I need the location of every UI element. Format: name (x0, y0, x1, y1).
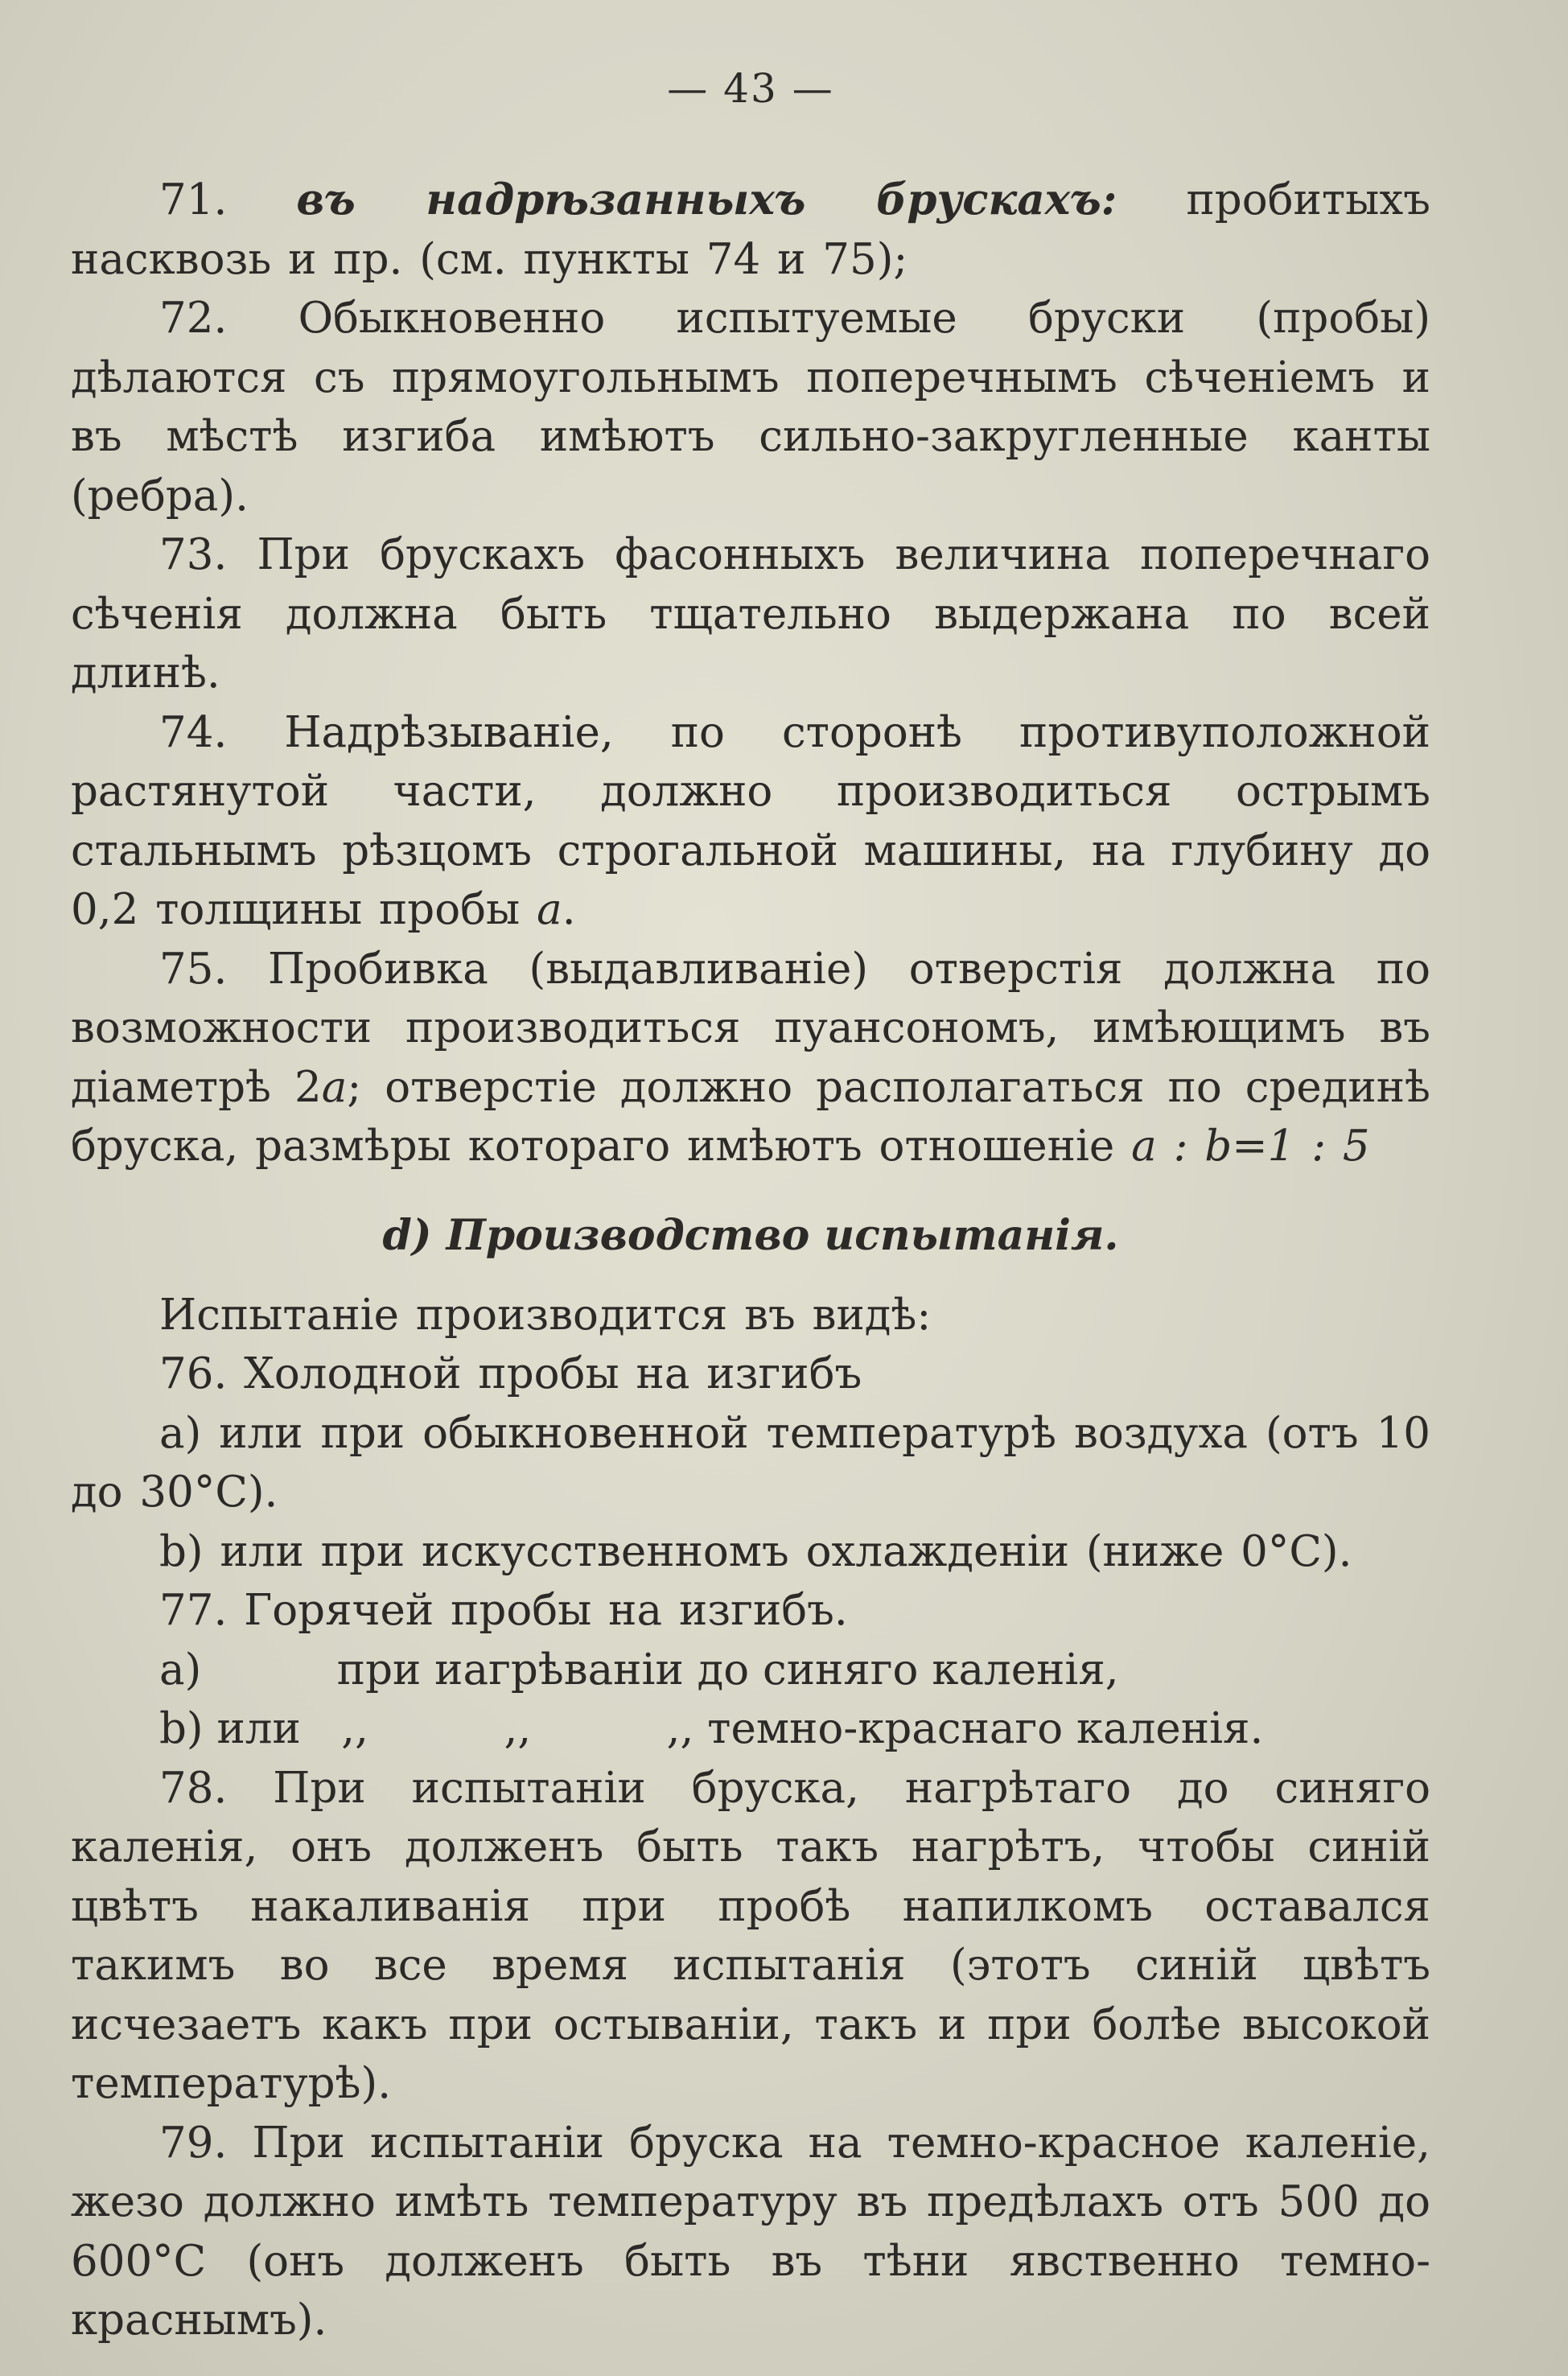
paragraph-76 (71, 1344, 1430, 1404)
item-number: 78. (159, 1763, 228, 1813)
subitem-77b: b) или ,, ,, ,, темно-краснаго каленія. (159, 1704, 1264, 1753)
section-heading: d) Производство испытанія. (382, 1210, 1119, 1260)
item-number: 71. (159, 175, 228, 224)
paragraph-text: При испытаніи бруска, нагрѣтаго до синяго каленія, онъ долженъ быть такъ нагрѣтъ, чтобы синій цвѣтъ накаливанія при пробѣ напилкомъ оставался такимъ во все время испытанія (этотъ синій цвѣтъ исчезаетъ какъ при остываніи, такъ и при болѣе высокой температурѣ). (71, 1763, 1430, 2108)
item-number: 75. (159, 944, 228, 994)
paragraph-77 (71, 1581, 1430, 1641)
italic-variable: a (537, 885, 562, 934)
paragraph-73 (71, 525, 1430, 703)
paragraph-text: Холодной пробы на изгибъ (227, 1349, 862, 1398)
subitem-77a: a) при иагрѣваніи до синяго каленія, (159, 1645, 1119, 1694)
paragraph-text: Обыкновенно испытуемые бруски (пробы) дѣлаются съ прямоугольнымъ поперечнымъ сѣченіемъ и въ мѣстѣ изгиба имѣютъ сильно-закругленные канты (ребра). (71, 294, 1430, 521)
page-number: — 43 — (667, 65, 834, 112)
paragraph-78 (71, 1759, 1430, 2114)
paragraph-75 (71, 940, 1430, 1176)
paragraph-text: При испытаніи бруска на темно-красное каленіе, жезо должно имѣть температуру въ предѣлахъ отъ 500 до 600°С (онъ долженъ быть въ тѣни явственно темно-краснымъ). (71, 2118, 1430, 2345)
italic-variable: a (321, 1062, 348, 1112)
subitem-76b: b) или при искусственномъ охлажденіи (ниже 0°С). (159, 1526, 1352, 1576)
paragraph-72 (71, 289, 1430, 525)
item-number: 76. (159, 1349, 228, 1398)
paragraph-text: Горячей пробы на изгибъ. (227, 1586, 848, 1635)
paragraph-74 (71, 703, 1430, 940)
item-number: 74. (159, 707, 228, 757)
item-number: 72. (159, 294, 228, 343)
paragraph-text-2: ; отверстіе должно располагаться по срединѣ бруска, размѣры котораго имѣютъ отношеніе (71, 1062, 1430, 1171)
book-page (71, 64, 1430, 2345)
paragraph-text: Пробивка (выдавливаніе) отверстія должна по возможности производиться пуансономъ, имѣющимъ въ діаметрѣ 2 (71, 944, 1430, 1112)
paragraph-lead: въ надрѣзанныхъ брускахъ: (296, 175, 1117, 224)
paragraph-text: пробитыхъ насквозь и пр. (см. пункты 74 и 75); (71, 175, 1430, 284)
paragraph-79 (71, 2114, 1430, 2350)
paragraph-text: Надрѣзываніе, по сторонѣ противуположной растянутой части, должно производиться острымъ стальнымъ рѣзцомъ строгальной машины, на глубину до 0,2 толщины пробы (71, 707, 1430, 934)
ratio-formula: a : b=1 : 5 (1131, 1122, 1370, 1171)
item-number: 77. (159, 1586, 228, 1635)
subitem-76a: a) или при обыкновенной температурѣ воздуха (отъ 10 до 30°С). (71, 1408, 1430, 1517)
item-number: 79. (159, 2118, 228, 2168)
item-number: 73. (159, 530, 228, 579)
paragraph-text: При брускахъ фасонныхъ величина поперечнаго сѣченія должна быть тщательно выдержана по всей длинѣ. (71, 530, 1430, 698)
paragraph-71 (71, 171, 1430, 289)
paragraph-end: . (562, 885, 576, 934)
intro-line: Испытаніе производится въ видѣ: (159, 1290, 932, 1340)
